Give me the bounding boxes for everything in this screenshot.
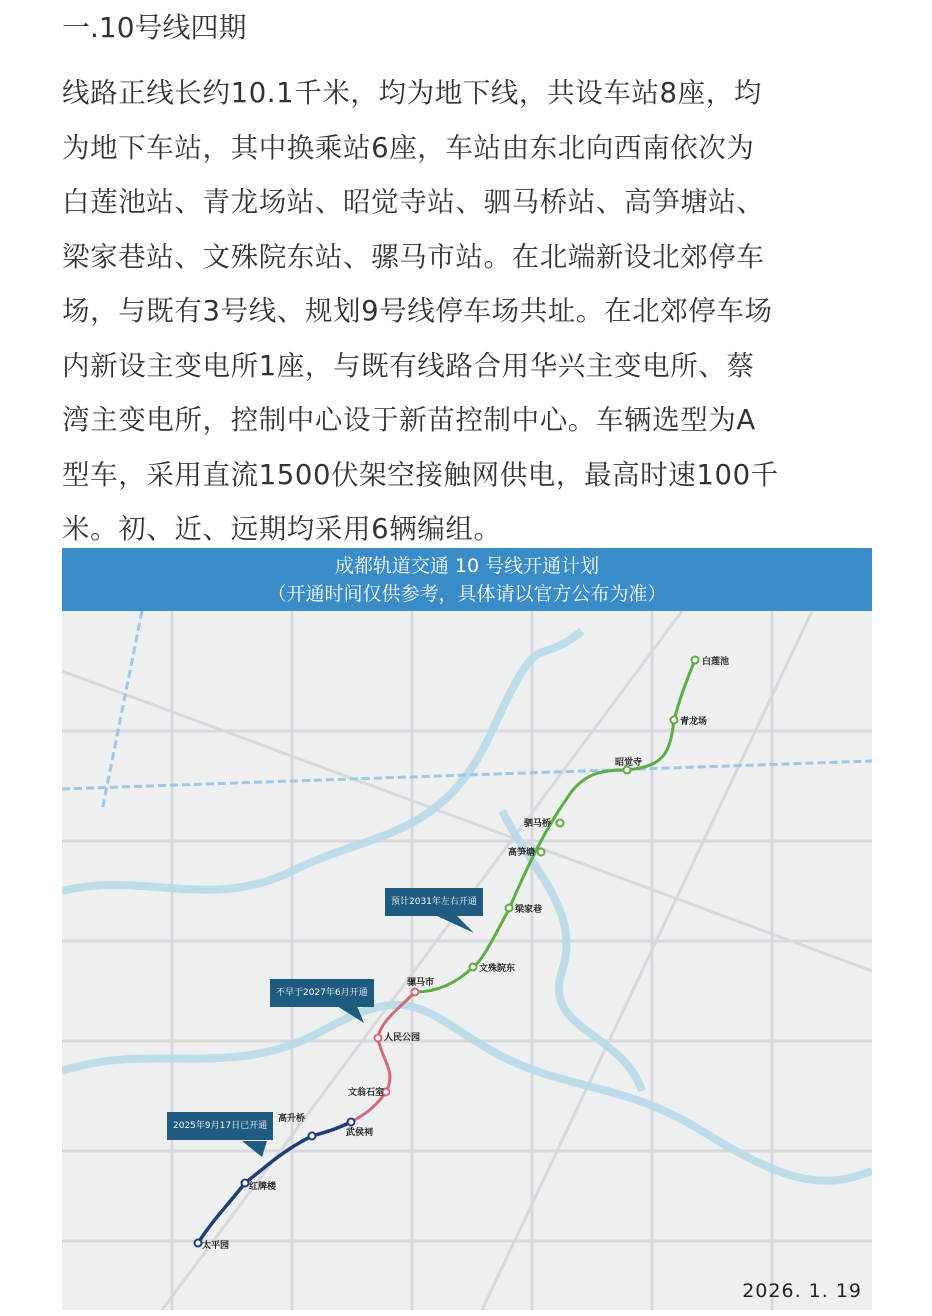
banner-subtitle: （开通时间仅供参考，具体请以官方公布为准） [267, 583, 667, 605]
paragraph-line: 湾主变电所，控制中心设于新苗控制中心。车辆选型为A [62, 404, 756, 436]
station-label: 高笋塘 [508, 848, 536, 858]
station-label: 白莲池 [702, 657, 730, 667]
station-label: 梁家巷 [515, 905, 543, 915]
station-label: 红牌楼 [249, 1182, 277, 1192]
line10-map-image [62, 548, 872, 1310]
station-label: 文殊院东 [479, 964, 516, 974]
callout-phase4: 预计2031年左右开通 [385, 888, 483, 916]
paragraph-line: 内新设主变电所1座，与既有线路合用华兴主变电所、蔡 [62, 349, 755, 382]
station-markers [195, 657, 699, 1247]
paragraph-line: 为地下车站，其中换乘站6座，车站由东北向西南依次为 [62, 131, 755, 164]
station-label: 文翁石室 [348, 1088, 385, 1098]
station-label: 驷马桥 [524, 819, 552, 829]
station-label: 昭觉寺 [615, 758, 643, 768]
paragraph-line: 型车，采用直流1500伏架空接触网供电，最高时速100千 [62, 458, 779, 491]
map-banner [62, 548, 872, 611]
paragraph-line: 场，与既有3号线、规划9号线停车场共址。在北郊停车场 [62, 295, 773, 327]
map-date: 2026. 1. 19 [742, 1280, 862, 1302]
banner-title: 成都轨道交通 10 号线开通计划 [334, 555, 600, 577]
callout-phase3: 不早于2027年6月开通 [270, 979, 374, 1007]
paragraph-line: 米。初、近、远期均采用6辆编组。 [62, 513, 502, 545]
paragraph-line: 线路正线长约10.1千米，均为地下线，共设车站8座，均 [62, 77, 762, 109]
description-paragraph [62, 66, 882, 557]
station-label: 青龙场 [680, 717, 708, 727]
station-label: 武侯祠 [346, 1128, 374, 1138]
section-heading: 一.10号线四期 [62, 11, 247, 44]
station-label: 高升桥 [278, 1114, 306, 1124]
map-background [62, 611, 872, 1310]
station-label: 太平园 [202, 1241, 230, 1251]
station-label: 骡马市 [407, 978, 435, 988]
callout-opened: 2025年9月17日已开通 [167, 1112, 273, 1140]
map-roads [62, 611, 872, 1310]
paragraph-line: 白莲池站、青龙场站、昭觉寺站、驷马桥站、高笋塘站、 [62, 186, 765, 218]
station-label: 人民公园 [384, 1033, 421, 1043]
paragraph-line: 梁家巷站、文殊院东站、骡马市站。在北端新设北郊停车 [62, 240, 765, 273]
